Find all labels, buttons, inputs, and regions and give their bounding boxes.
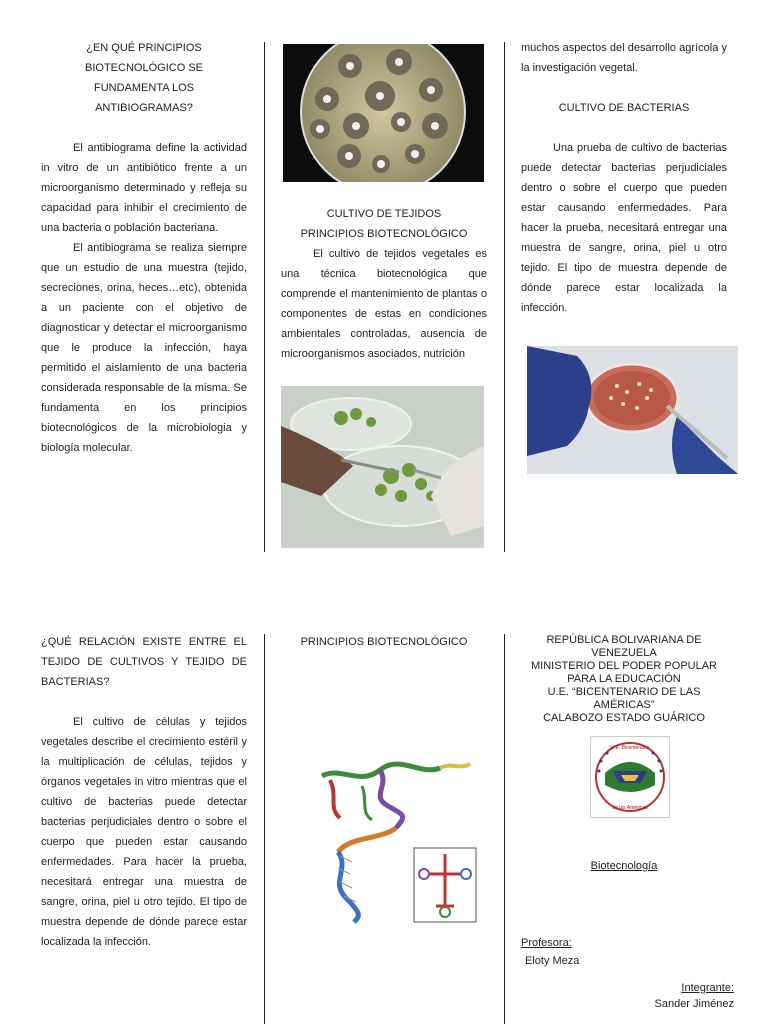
logo-top-text: U.E. Bicentenario	[610, 745, 650, 751]
teacher-label: Profesora:	[521, 937, 572, 949]
column-divider-3	[264, 634, 265, 1024]
panel3-heading: CULTIVO DE BACTERIAS	[558, 102, 690, 114]
panel1-para2: El antibiograma se realiza siempre que un estudio de una muestra (tejido, secreciones, orina, heces…etc), obtenida a un paciente con el objetivo de diagnosticar y detectar el microorganismo que le produce la infección, haya permitido el aislamiento de una bacteria considerada responsable de la misma. Se fundamenta en los principios biotecnológicos de la microbiologia y biología molecular.	[41, 242, 247, 454]
panel-relacion	[41, 632, 247, 952]
panel1-heading: ¿EN QUÉ PRINCIPIOS BIOTECNOLÓGICO SE FUNDAMENTA LOS ANTIBIOGRAMAS?	[85, 42, 203, 114]
school-logo	[590, 736, 670, 818]
header-line-3: U.E. “BICENTENARIO DE LAS AMÉRICAS”	[547, 686, 701, 711]
teacher-name: Eloty Meza	[525, 955, 580, 967]
teacher-block	[521, 934, 727, 970]
panel3-para: Una prueba de cultivo de bacterias puede detectar bacterias perjudiciales dentro o sobre el cuerpo que pueden estar causando enfermedades. Para hacer la prueba, necesitará entregar una muestra de sangre, orina, piel u otro tejido. El tipo de muestra depende de dónde parece estar localizada la infección.	[521, 142, 727, 314]
logo-bottom-text: de las Américas	[612, 805, 648, 811]
plant-tissue-culture-image	[281, 386, 484, 548]
bacteria-culture-image	[527, 346, 738, 474]
student-label: Integrante:	[681, 982, 734, 994]
panel-portada	[521, 634, 727, 725]
header-line-2: MINISTERIO DEL PODER POPULAR PARA LA EDUCACIÓN	[530, 660, 718, 685]
student-block	[521, 980, 734, 1012]
panel4-heading: ¿QUÉ RELACIÓN EXISTE ENTRE EL TEJIDO DE CULTIVOS Y TEJIDO DE BACTERIAS?	[41, 636, 247, 688]
panel-cultivo-tejidos	[281, 204, 487, 364]
trna-structure-image	[310, 756, 480, 926]
panel-cultivo-bacterias	[521, 38, 727, 318]
panel2-heading: CULTIVO DE TEJIDOS PRINCIPIOS BIOTECNOLÓGICO	[300, 208, 468, 240]
panel1-para1: El antibiograma define la actividad in vitro de un antibiótico frente a un microorganismo determinado y refleja su capacidad para inhibir el crecimiento de una bacteria o población bacteriana.	[41, 142, 247, 234]
column-divider-1	[264, 42, 265, 552]
column-divider-4	[504, 634, 505, 1024]
student-name: Sander Jiménez	[654, 998, 734, 1010]
header-line-4: CALABOZO ESTADO GUÁRICO	[543, 712, 705, 724]
header-line-1: REPÚBLICA BOLIVARIANA DE VENEZUELA	[546, 634, 702, 659]
panel-antibiograma	[41, 38, 247, 458]
panel2-para: El cultivo de tejidos vegetales es una técnica biotecnológica que comprende el mantenimiento de plantas o componentes de estas en condiciones ambientales controladas, ausencia de microorganismos asociados, nutrición	[281, 248, 487, 360]
subject-block	[521, 856, 727, 876]
column-divider-2	[504, 42, 505, 552]
subject-title: Biotecnología	[590, 860, 658, 872]
panel3-continued: muchos aspectos del desarrollo agrícola y la investigación vegetal.	[521, 42, 727, 74]
panel4-para: El cultivo de células y tejidos vegetales describe el crecimiento estéril y la multiplicación de células, tejidos y órganos vegetales in vitro mientras que el cultivo de bacterias puede detectar bacterias perjudiciales dentro o sobre el cuerpo que pueden estar causando enfermedades. Para hacer la prueba, necesitará entregar una muestra de sangre, orina, piel u otro tejido. El tipo de muestra depende de dónde parece estar localizada la infección.	[41, 716, 247, 948]
panel5-heading: PRINCIPIOS BIOTECNOLÓGICO	[300, 636, 468, 648]
petri-antibiogram-image	[283, 44, 484, 182]
panel-principios	[281, 632, 487, 652]
